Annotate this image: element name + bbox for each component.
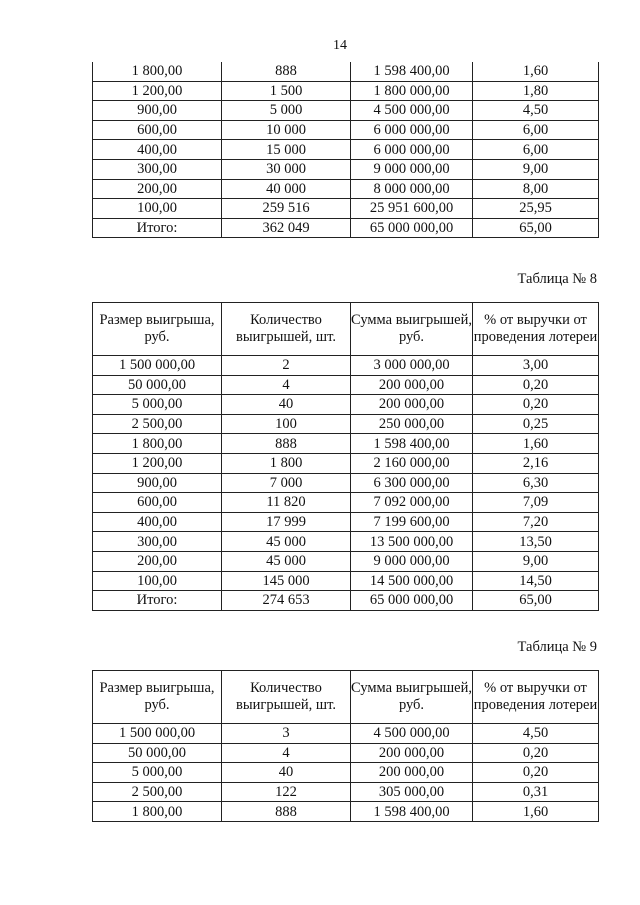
cell-revenue-percent: 0,25: [473, 414, 599, 434]
table-row: [93, 414, 599, 434]
cell-prize-count: 15 000: [222, 140, 351, 160]
cell-prize-sum: 200 000,00: [351, 743, 473, 763]
cell-revenue-percent: 1,60: [473, 802, 599, 822]
cell-revenue-percent: 6,30: [473, 473, 599, 493]
cell-prize-count: 2: [222, 356, 351, 376]
cell-revenue-percent: 4,50: [473, 101, 599, 121]
table-row: [93, 120, 599, 140]
cell-prize-sum: 1 800 000,00: [351, 81, 473, 101]
column-header-prize-count: Количество выигрышей, шт.: [222, 671, 351, 724]
cell-prize-sum: 200 000,00: [351, 395, 473, 415]
table-row: [93, 81, 599, 101]
cell-prize-count: 362 049: [222, 218, 351, 238]
cell-prize-amount: 5 000,00: [93, 395, 222, 415]
cell-prize-amount: 300,00: [93, 532, 222, 552]
cell-revenue-percent: 14,50: [473, 571, 599, 591]
cell-prize-amount: 50 000,00: [93, 743, 222, 763]
cell-prize-amount: 1 800,00: [93, 62, 222, 81]
table-row: [93, 763, 599, 783]
cell-revenue-percent: 6,00: [473, 140, 599, 160]
prize-table-8: [92, 302, 599, 611]
cell-prize-count: 122: [222, 782, 351, 802]
cell-revenue-percent: 9,00: [473, 159, 599, 179]
cell-prize-amount: 1 500 000,00: [93, 356, 222, 376]
cell-prize-sum: 9 000 000,00: [351, 551, 473, 571]
cell-revenue-percent: 65,00: [473, 218, 599, 238]
prize-table-9: [92, 670, 599, 822]
cell-prize-sum: 6 000 000,00: [351, 120, 473, 140]
cell-revenue-percent: 9,00: [473, 551, 599, 571]
cell-prize-sum: 250 000,00: [351, 414, 473, 434]
cell-prize-amount: 300,00: [93, 159, 222, 179]
table-row: [93, 782, 599, 802]
cell-prize-sum: 6 000 000,00: [351, 140, 473, 160]
cell-prize-count: 4: [222, 743, 351, 763]
cell-prize-sum: 4 500 000,00: [351, 101, 473, 121]
cell-prize-amount: Итого:: [93, 218, 222, 238]
table-9-caption: Таблица № 9: [517, 639, 597, 655]
cell-prize-amount: 1 800,00: [93, 802, 222, 822]
table-row: [93, 571, 599, 591]
cell-prize-amount: 100,00: [93, 571, 222, 591]
table-row: [93, 724, 599, 744]
cell-prize-count: 40: [222, 763, 351, 783]
cell-revenue-percent: 6,00: [473, 120, 599, 140]
table-row: [93, 140, 599, 160]
column-header-revenue-percent: % от выручки от проведения лотереи: [473, 671, 599, 724]
cell-revenue-percent: 1,80: [473, 81, 599, 101]
cell-prize-sum: 8 000 000,00: [351, 179, 473, 199]
cell-revenue-percent: 1,60: [473, 62, 599, 81]
table-row: [93, 356, 599, 376]
cell-prize-sum: 13 500 000,00: [351, 532, 473, 552]
cell-revenue-percent: 8,00: [473, 179, 599, 199]
column-header-prize-sum: Сумма выигрышей, руб.: [351, 303, 473, 356]
prize-table-continued: [92, 62, 599, 238]
cell-prize-count: 145 000: [222, 571, 351, 591]
cell-prize-amount: 2 500,00: [93, 414, 222, 434]
column-header-prize-sum: Сумма выигрышей, руб.: [351, 671, 473, 724]
cell-prize-amount: 1 500 000,00: [93, 724, 222, 744]
cell-revenue-percent: 0,20: [473, 395, 599, 415]
cell-prize-amount: 1 800,00: [93, 434, 222, 454]
cell-prize-sum: 65 000 000,00: [351, 218, 473, 238]
cell-revenue-percent: 13,50: [473, 532, 599, 552]
cell-prize-amount: 400,00: [93, 140, 222, 160]
table-row: [93, 473, 599, 493]
cell-prize-count: 10 000: [222, 120, 351, 140]
cell-revenue-percent: 0,20: [473, 743, 599, 763]
cell-prize-count: 5 000: [222, 101, 351, 121]
cell-prize-amount: 100,00: [93, 199, 222, 219]
cell-prize-count: 274 653: [222, 591, 351, 611]
cell-prize-sum: 7 199 600,00: [351, 512, 473, 532]
table-row: [93, 62, 599, 81]
cell-prize-amount: 2 500,00: [93, 782, 222, 802]
cell-prize-count: 888: [222, 434, 351, 454]
cell-prize-sum: 7 092 000,00: [351, 493, 473, 513]
table-total-row: [93, 591, 599, 611]
column-header-prize-amount: Размер выигрыша, руб.: [93, 671, 222, 724]
cell-prize-amount: 600,00: [93, 493, 222, 513]
cell-prize-count: 888: [222, 802, 351, 822]
table-row: [93, 493, 599, 513]
column-header-prize-count: Количество выигрышей, шт.: [222, 303, 351, 356]
cell-prize-count: 888: [222, 62, 351, 81]
table-row: [93, 434, 599, 454]
cell-prize-sum: 1 598 400,00: [351, 802, 473, 822]
table-row: [93, 551, 599, 571]
table-row: [93, 199, 599, 219]
cell-prize-sum: 14 500 000,00: [351, 571, 473, 591]
cell-prize-sum: 1 598 400,00: [351, 434, 473, 454]
cell-prize-sum: 65 000 000,00: [351, 591, 473, 611]
table-header-row: [93, 303, 599, 356]
cell-prize-sum: 2 160 000,00: [351, 453, 473, 473]
cell-prize-amount: 50 000,00: [93, 375, 222, 395]
table-row: [93, 512, 599, 532]
cell-revenue-percent: 0,31: [473, 782, 599, 802]
cell-prize-count: 45 000: [222, 551, 351, 571]
cell-prize-sum: 200 000,00: [351, 375, 473, 395]
cell-prize-sum: 305 000,00: [351, 782, 473, 802]
column-header-revenue-percent: % от выручки от проведения лотереи: [473, 303, 599, 356]
cell-prize-amount: 400,00: [93, 512, 222, 532]
table-row: [93, 743, 599, 763]
cell-prize-count: 259 516: [222, 199, 351, 219]
table-row: [93, 179, 599, 199]
cell-revenue-percent: 25,95: [473, 199, 599, 219]
cell-prize-amount: 200,00: [93, 179, 222, 199]
cell-prize-count: 11 820: [222, 493, 351, 513]
cell-revenue-percent: 7,20: [473, 512, 599, 532]
cell-prize-amount: 5 000,00: [93, 763, 222, 783]
cell-prize-count: 40 000: [222, 179, 351, 199]
cell-prize-sum: 4 500 000,00: [351, 724, 473, 744]
cell-prize-count: 1 800: [222, 453, 351, 473]
cell-prize-amount: 900,00: [93, 101, 222, 121]
cell-prize-sum: 3 000 000,00: [351, 356, 473, 376]
table-header-row: [93, 671, 599, 724]
cell-prize-count: 30 000: [222, 159, 351, 179]
cell-revenue-percent: 7,09: [473, 493, 599, 513]
cell-prize-count: 40: [222, 395, 351, 415]
table-row: [93, 375, 599, 395]
cell-prize-count: 17 999: [222, 512, 351, 532]
table-8-caption: Таблица № 8: [517, 271, 597, 287]
cell-prize-sum: 9 000 000,00: [351, 159, 473, 179]
cell-revenue-percent: 65,00: [473, 591, 599, 611]
cell-prize-amount: 200,00: [93, 551, 222, 571]
cell-prize-sum: 200 000,00: [351, 763, 473, 783]
cell-prize-amount: Итого:: [93, 591, 222, 611]
cell-prize-count: 1 500: [222, 81, 351, 101]
cell-prize-count: 4: [222, 375, 351, 395]
table-row: [93, 532, 599, 552]
table-row: [93, 159, 599, 179]
cell-prize-sum: 1 598 400,00: [351, 62, 473, 81]
cell-prize-sum: 6 300 000,00: [351, 473, 473, 493]
page-number: 14: [333, 38, 347, 53]
cell-revenue-percent: 2,16: [473, 453, 599, 473]
column-header-prize-amount: Размер выигрыша, руб.: [93, 303, 222, 356]
cell-prize-amount: 600,00: [93, 120, 222, 140]
cell-prize-amount: 1 200,00: [93, 81, 222, 101]
cell-prize-amount: 1 200,00: [93, 453, 222, 473]
table-row: [93, 802, 599, 822]
cell-revenue-percent: 0,20: [473, 375, 599, 395]
cell-revenue-percent: 3,00: [473, 356, 599, 376]
cell-prize-count: 7 000: [222, 473, 351, 493]
table-row: [93, 101, 599, 121]
table-row: [93, 395, 599, 415]
cell-prize-count: 3: [222, 724, 351, 744]
cell-prize-count: 100: [222, 414, 351, 434]
table-row: [93, 453, 599, 473]
cell-prize-amount: 900,00: [93, 473, 222, 493]
cell-revenue-percent: 0,20: [473, 763, 599, 783]
cell-prize-count: 45 000: [222, 532, 351, 552]
cell-prize-sum: 25 951 600,00: [351, 199, 473, 219]
cell-revenue-percent: 1,60: [473, 434, 599, 454]
cell-revenue-percent: 4,50: [473, 724, 599, 744]
table-total-row: [93, 218, 599, 238]
